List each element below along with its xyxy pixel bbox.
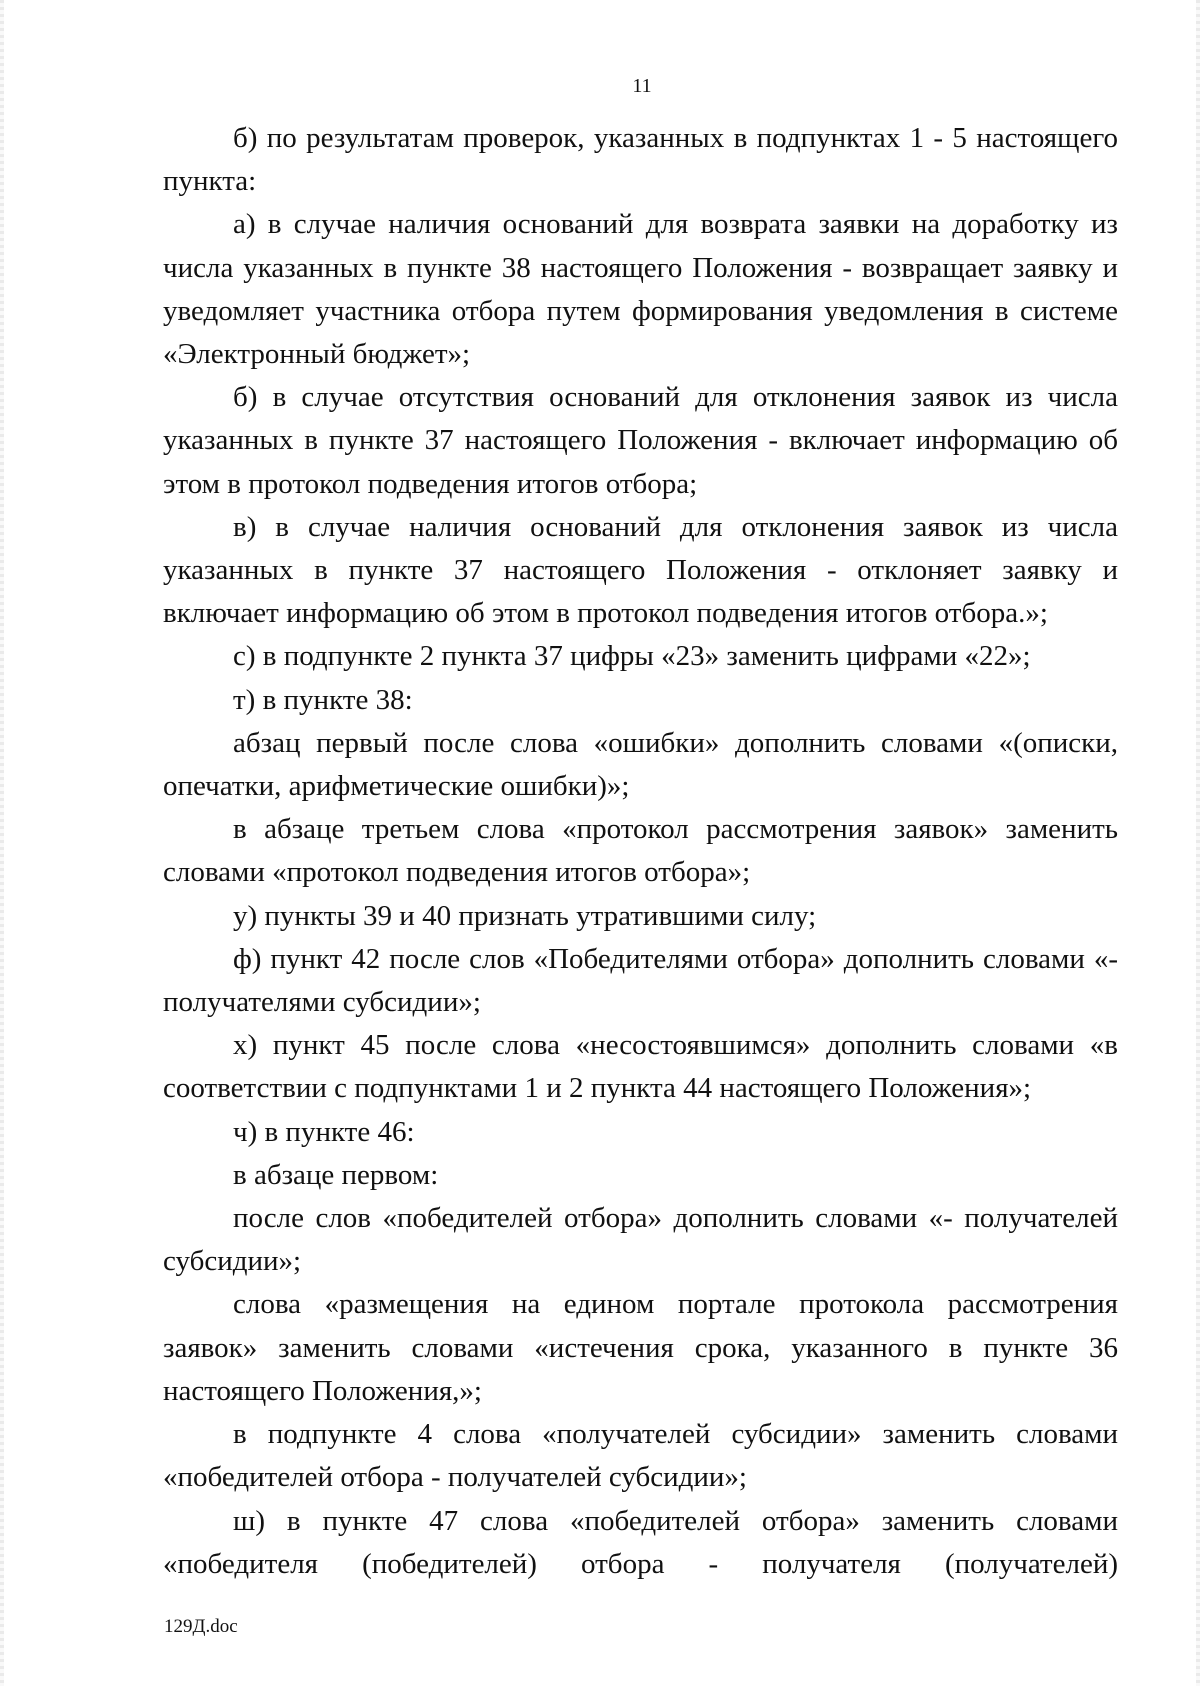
paragraph-5: с) в подпункте 2 пункта 37 цифры «23» заменить цифрами «22»;	[233, 640, 1031, 673]
scan-edge-left	[0, 0, 4, 1686]
file-name-footer: 129Д.doc	[164, 1616, 238, 1637]
paragraph-14: после слов «победителей отбора» дополнить словами «- получателей субсидии»;	[163, 1202, 1118, 1278]
paragraph-11: х) пункт 45 после слова «несостоявшимся» дополнить словами «в соответствии с подпунктами 1 и 2 пункта 44 настоящего Положения»;	[163, 1029, 1118, 1105]
paragraph-10: ф) пункт 42 после слов «Победителями отбора» дополнить словами «- получателями субсидии»;	[163, 942, 1118, 1019]
scan-edge-right	[1196, 0, 1200, 1686]
paragraph-13: в абзаце первом:	[233, 1158, 439, 1191]
paragraph-6: т) в пункте 38:	[233, 683, 413, 716]
paragraph-17: ш) в пункте 47 слова «победителей отбора» заменить словами «победителя (победителей) отбора - получателя (получателей)	[163, 1504, 1118, 1580]
paragraph-15: слова «размещения на едином портале протокола рассмотрения заявок» заменить словами «истечения срока, указанного в пункте 36 настоящего Положения,»;	[163, 1288, 1118, 1407]
paragraph-1: б) по результатам проверок, указанных в подпунктах 1 - 5 настоящего пункта:	[163, 122, 1118, 198]
paragraph-16: в подпункте 4 слова «получателей субсидии» заменить словами «победителей отбора - получателей субсидии»;	[163, 1418, 1118, 1494]
paragraph-8: в абзаце третьем слова «протокол рассмотрения заявок» заменить словами «протокол подведения итогов отбора»;	[163, 813, 1118, 889]
document-body	[163, 117, 1118, 1586]
paragraph-12: ч) в пункте 46:	[233, 1115, 415, 1148]
paragraph-2: а) в случае наличия оснований для возврата заявки на доработку из числа указанных в пункте 38 настоящего Положения - возвращает заявку и уведомляет участника отбора путем формирования уведомления в системе «Электронный бюджет»;	[163, 208, 1118, 371]
paragraph-9: у) пункты 39 и 40 признать утратившими силу;	[233, 899, 817, 932]
paragraph-7: абзац первый после слова «ошибки» дополнить словами «(описки, опечатки, арифметические ошибки)»;	[163, 726, 1118, 803]
page-number: 11	[632, 75, 652, 97]
paragraph-3: б) в случае отсутствия оснований для отклонения заявок из числа указанных в пункте 37 настоящего Положения - включает информацию об этом в протокол подведения итогов отбора;	[163, 381, 1118, 500]
paragraph-4: в) в случае наличия оснований для отклонения заявок из числа указанных в пункте 37 настоящего Положения - отклоняет заявку и включает информацию об этом в протокол подведения итогов отбора.»;	[163, 510, 1118, 630]
